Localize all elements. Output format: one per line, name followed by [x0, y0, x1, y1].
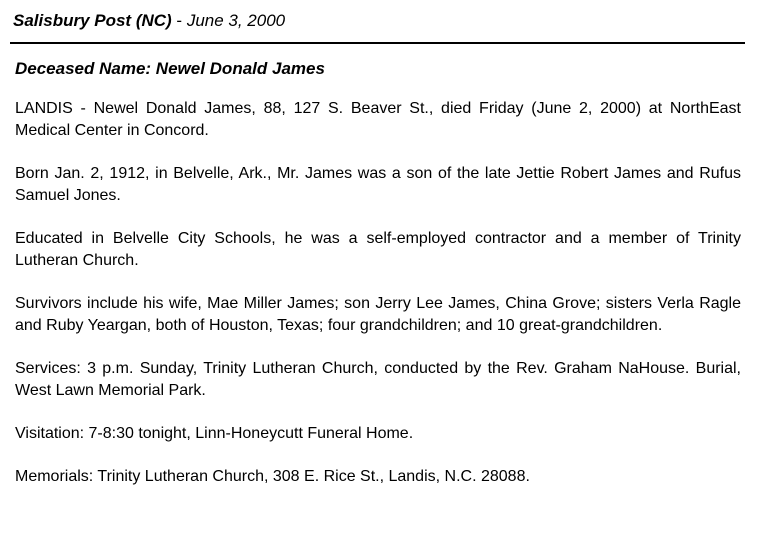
- paragraph-services: Services: 3 p.m. Sunday, Trinity Lutheran Church, conducted by the Rev. Graham NaHouse. Burial, West Lawn Memorial Park.: [15, 360, 741, 399]
- publication-header: [13, 10, 285, 32]
- header-divider: [10, 42, 745, 44]
- deceased-name: Deceased Name: Newel Donald James: [15, 59, 325, 78]
- obituary-body: [15, 98, 741, 509]
- paragraph-memorials: Memorials: Trinity Lutheran Church, 308 E. Rice St., Landis, N.C. 28088.: [15, 468, 530, 485]
- header-separator: -: [171, 11, 187, 30]
- paragraph-education: Educated in Belvelle City Schools, he was a self-employed contractor and a member of Trinity Lutheran Church.: [15, 230, 741, 269]
- paragraph-visitation: Visitation: 7-8:30 tonight, Linn-Honeycutt Funeral Home.: [15, 425, 414, 442]
- paragraph-death-notice: LANDIS - Newel Donald James, 88, 127 S. Beaver St., died Friday (June 2, 2000) at NorthEast Medical Center in Concord.: [15, 100, 741, 139]
- paragraph-survivors: Survivors include his wife, Mae Miller James; son Jerry Lee James, China Grove; sisters Verla Ragle and Ruby Yeargan, both of Houston, Texas; four grandchildren; and 10 great-grandchildren.: [15, 295, 741, 334]
- paragraph-birth: Born Jan. 2, 1912, in Belvelle, Ark., Mr. James was a son of the late Jettie Robert James and Rufus Samuel Jones.: [15, 165, 741, 204]
- publication-date: June 3, 2000: [186, 11, 286, 30]
- publication-name: Salisbury Post (NC): [13, 11, 172, 30]
